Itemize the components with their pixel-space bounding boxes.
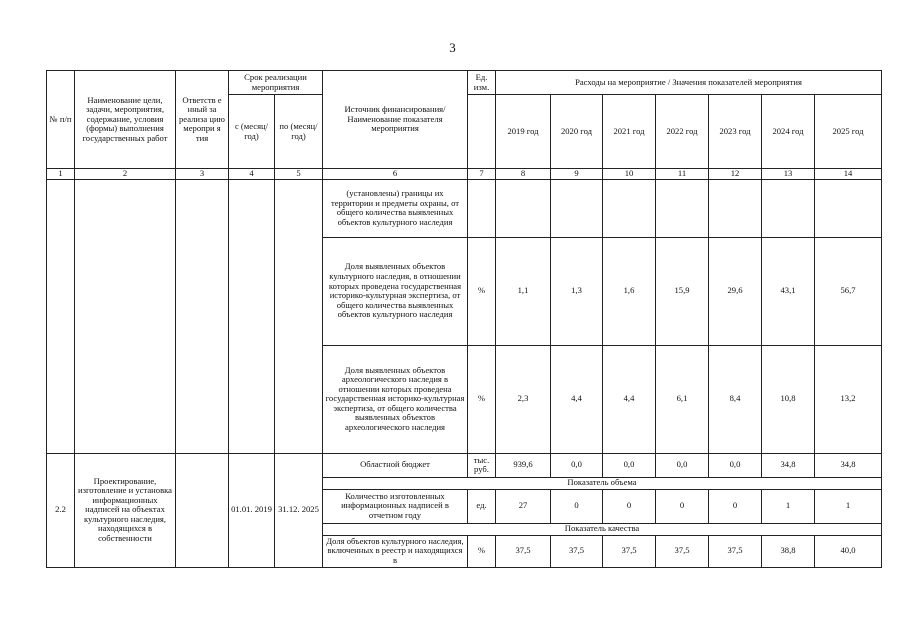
unit-cell: ед. <box>468 489 496 523</box>
value-cell: 1,3 <box>551 237 603 345</box>
value-cell: 1,1 <box>496 237 551 345</box>
col-number: 10 <box>603 169 656 180</box>
value-cell: 0 <box>709 489 762 523</box>
col-number: 2 <box>75 169 176 180</box>
value-cell: 56,7 <box>815 237 882 345</box>
value-cell: 37,5 <box>551 535 603 567</box>
value-cell: 29,6 <box>709 237 762 345</box>
value-cell: 10,8 <box>762 345 815 453</box>
value-cell: 4,4 <box>603 345 656 453</box>
header-year: 2024 год <box>762 95 815 169</box>
value-cell: 939,6 <box>496 453 551 477</box>
header-from: с (месяц/ год) <box>229 95 275 169</box>
value-cell: 0,0 <box>709 453 762 477</box>
header-to: по (месяц/ год) <box>275 95 323 169</box>
value-cell: 0,0 <box>551 453 603 477</box>
value-cell: 34,8 <box>815 453 882 477</box>
col-number: 3 <box>176 169 229 180</box>
header-year: 2025 год <box>815 95 882 169</box>
page-number: 3 <box>449 40 456 55</box>
value-cell: 37,5 <box>496 535 551 567</box>
col-number: 7 <box>468 169 496 180</box>
header-year: 2020 год <box>551 95 603 169</box>
value-cell: 0 <box>551 489 603 523</box>
col-number: 8 <box>496 169 551 180</box>
header-no: № п/п <box>47 71 75 169</box>
unit-cell: тыс. руб. <box>468 453 496 477</box>
header-year: 2023 год <box>709 95 762 169</box>
indicator-volume: Количество изготовленных информационных надписей в отчетном году <box>323 489 468 523</box>
col-number: 1 <box>47 169 75 180</box>
value-cell: 40,0 <box>815 535 882 567</box>
volume-section-header: Показатель объема <box>323 477 882 489</box>
col-number: 4 <box>229 169 275 180</box>
item-from: 01.01. 2019 <box>229 453 275 567</box>
indicator-expertise-cultural: Доля выявленных объектов культурного наследия, в отношении которых проведена государственная историко-культурная экспертиза, от общего количества выявленных объектов культурного наследия <box>323 237 468 345</box>
value-cell: 15,9 <box>656 237 709 345</box>
item-no: 2.2 <box>47 453 75 567</box>
header-expenses: Расходы на мероприятие / Значения показателей мероприятия <box>496 71 882 95</box>
col-number: 14 <box>815 169 882 180</box>
value-cell: 37,5 <box>709 535 762 567</box>
value-cell: 0 <box>656 489 709 523</box>
header-source: Источник финансирования/ Наименование показателя мероприятия <box>323 71 468 169</box>
value-cell: 34,8 <box>762 453 815 477</box>
value-cell: 13,2 <box>815 345 882 453</box>
value-cell: 37,5 <box>656 535 709 567</box>
header-year: 2019 год <box>496 95 551 169</box>
item-name: Проектирование, изготовление и установка информационных надписей на объектах культурного наследия, находящихся в собственности <box>75 453 176 567</box>
value-cell: 0,0 <box>603 453 656 477</box>
col-number: 5 <box>275 169 323 180</box>
header-year: 2021 год <box>603 95 656 169</box>
value-cell: 43,1 <box>762 237 815 345</box>
indicator-quality: Доля объектов культурного наследия, включенных в реестр и находящихся в <box>323 535 468 567</box>
value-cell: 38,8 <box>762 535 815 567</box>
header-period: Срок реализации мероприятия <box>229 71 323 95</box>
value-cell: 6,1 <box>656 345 709 453</box>
unit-cell: % <box>468 237 496 345</box>
header-year: 2022 год <box>656 95 709 169</box>
header-name: Наименование цели, задачи, мероприятия, содержание, условия (формы) выполнения государственных работ <box>75 71 176 169</box>
value-cell: 37,5 <box>603 535 656 567</box>
col-number: 6 <box>323 169 468 180</box>
unit-cell: % <box>468 535 496 567</box>
value-cell: 27 <box>496 489 551 523</box>
col-number: 9 <box>551 169 603 180</box>
budget-source: Областной бюджет <box>323 453 468 477</box>
item-to: 31.12. 2025 <box>275 453 323 567</box>
header-responsible: Ответств е нный за реализа цию меропри я тия <box>176 71 229 169</box>
measures-table <box>46 70 882 568</box>
header-unit: Ед. изм. <box>468 71 496 95</box>
value-cell: 1,6 <box>603 237 656 345</box>
value-cell: 8,4 <box>709 345 762 453</box>
value-cell: 0,0 <box>656 453 709 477</box>
value-cell: 1 <box>815 489 882 523</box>
col-number: 12 <box>709 169 762 180</box>
col-number: 13 <box>762 169 815 180</box>
value-cell: 4,4 <box>551 345 603 453</box>
value-cell: 1 <box>762 489 815 523</box>
quality-section-header: Показатель качества <box>323 523 882 535</box>
value-cell: 2,3 <box>496 345 551 453</box>
unit-cell: % <box>468 345 496 453</box>
value-cell: 0 <box>603 489 656 523</box>
indicator-boundaries: (установлены) границы их территории и предметы охраны, от общего количества выявленных объектов культурного наследия <box>323 179 468 237</box>
indicator-expertise-archaeological: Доля выявленных объектов археологического наследия в отношении которых проведена государственная историко-культурная экспертиза, от общего количества выявленных объектов археологического наследия <box>323 345 468 453</box>
col-number: 11 <box>656 169 709 180</box>
